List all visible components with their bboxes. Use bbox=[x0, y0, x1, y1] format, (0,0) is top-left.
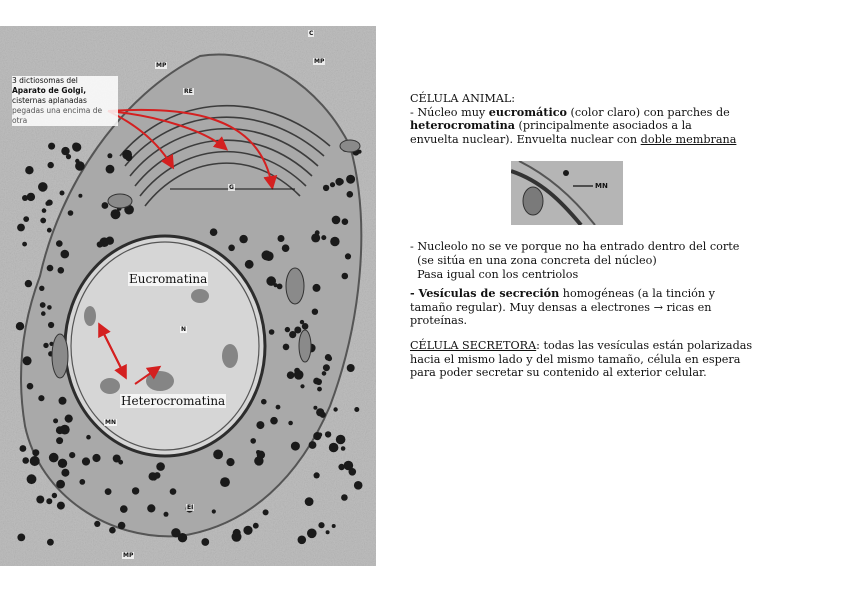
vesicle bbox=[313, 284, 321, 292]
vesicle bbox=[25, 280, 32, 287]
golgi-note-line: cisternas aplanadas bbox=[12, 96, 87, 105]
vesicle bbox=[305, 497, 314, 506]
notes-panel bbox=[410, 92, 755, 380]
vesicle bbox=[65, 415, 73, 423]
vesicle bbox=[220, 477, 230, 487]
term-celula-secretora: CÉLULA SECRETORA bbox=[410, 338, 537, 352]
vesicle bbox=[245, 260, 254, 269]
vesicle bbox=[347, 364, 355, 372]
vesicle bbox=[23, 356, 32, 365]
text-run: (principalmente asociados a la bbox=[514, 119, 692, 133]
vesicle bbox=[38, 182, 48, 192]
vesicle bbox=[60, 191, 65, 196]
vesicle bbox=[283, 344, 290, 351]
label-ei: EI bbox=[187, 504, 194, 511]
vesicle bbox=[287, 371, 295, 379]
text-run: Pasa igual con los centriolos bbox=[410, 267, 579, 281]
vesicle bbox=[48, 162, 54, 168]
text-run: : todas las vesículas están polarizadas bbox=[536, 338, 753, 352]
vesicle bbox=[57, 502, 65, 510]
vesicle bbox=[170, 488, 177, 495]
vesicle bbox=[72, 143, 81, 152]
vesicle bbox=[347, 191, 354, 198]
vesicle bbox=[147, 504, 155, 512]
vesicle bbox=[326, 530, 330, 534]
vesicle bbox=[125, 154, 132, 161]
nucleus bbox=[65, 236, 265, 456]
vesicle bbox=[341, 446, 346, 451]
label-c-top: C bbox=[309, 30, 314, 37]
vesicle bbox=[46, 498, 52, 504]
vesicle bbox=[332, 524, 336, 528]
vesicle bbox=[25, 166, 33, 174]
vesicle bbox=[243, 526, 252, 535]
text-run: (se sitúa en una zona concreta del núcleo) bbox=[410, 253, 657, 267]
vesicle bbox=[330, 237, 339, 246]
text-run: homogéneas (a la tinción y bbox=[559, 287, 715, 301]
vesicle bbox=[107, 153, 112, 158]
vesicle bbox=[59, 397, 67, 405]
vesicle bbox=[285, 327, 290, 332]
vesicle bbox=[56, 426, 64, 434]
vesicle bbox=[47, 228, 52, 233]
label-g: G bbox=[229, 184, 234, 191]
text-run: (color claro) con parches de bbox=[566, 105, 730, 119]
vesicle bbox=[300, 320, 304, 324]
label-n: N bbox=[181, 326, 187, 333]
vesicle bbox=[309, 441, 317, 449]
vesicle bbox=[274, 283, 278, 287]
vesicle bbox=[233, 529, 241, 537]
vesicle bbox=[226, 458, 234, 466]
vesicle bbox=[17, 534, 25, 542]
paragraph-celula-secretora bbox=[410, 339, 755, 380]
golgi-annotation bbox=[12, 76, 118, 126]
vesicle bbox=[61, 469, 69, 477]
vesicle bbox=[178, 533, 187, 542]
vesicle bbox=[212, 509, 216, 513]
vesicle bbox=[47, 539, 54, 546]
vesicle bbox=[56, 480, 65, 489]
vesicle bbox=[250, 438, 256, 444]
text-run: tamaño regular). Muy densas a electrones → ricas en bbox=[410, 300, 712, 314]
vesicle bbox=[78, 194, 82, 198]
vesicle bbox=[17, 224, 25, 232]
label-heterocromatina: Heterocromatina bbox=[121, 394, 226, 408]
vesicle bbox=[313, 432, 321, 440]
label-mp-bottom: MP bbox=[123, 552, 134, 559]
vesicle bbox=[86, 435, 91, 440]
vesicle bbox=[30, 456, 40, 466]
vesicle bbox=[342, 218, 349, 225]
text-run: - Nucleolo no se ve porque no ha entrado dentro del corte bbox=[410, 240, 740, 254]
vesicle bbox=[307, 529, 317, 539]
vesicle bbox=[69, 452, 75, 458]
vesicle bbox=[257, 451, 265, 459]
label-re: RE bbox=[184, 88, 193, 95]
thumbnail-drawing bbox=[511, 161, 623, 225]
thumbnail-label-mn: MN bbox=[595, 182, 608, 190]
vesicle bbox=[329, 443, 339, 453]
electron-micrograph bbox=[0, 26, 376, 566]
vesicle bbox=[66, 154, 71, 159]
membrane-detail-thumbnail bbox=[511, 161, 623, 225]
paragraph-vesiculas bbox=[410, 287, 755, 328]
vesicle bbox=[56, 437, 63, 444]
golgi-note-line: otra bbox=[12, 116, 28, 125]
vesicle bbox=[154, 472, 161, 479]
vesicle bbox=[16, 322, 24, 330]
vesicle bbox=[294, 370, 304, 380]
vesicle bbox=[322, 371, 327, 376]
vesicle bbox=[32, 449, 39, 456]
vesicle bbox=[312, 309, 318, 315]
vesicle bbox=[336, 435, 346, 445]
vesicle bbox=[323, 364, 330, 371]
vesicle bbox=[22, 457, 29, 464]
vesicle bbox=[335, 178, 343, 186]
vesicle bbox=[342, 273, 349, 280]
vesicle bbox=[354, 407, 359, 412]
vesicle bbox=[333, 407, 337, 411]
vesicle bbox=[102, 202, 109, 209]
vesicle bbox=[269, 329, 275, 335]
vesicle bbox=[79, 479, 85, 485]
vesicle bbox=[276, 405, 281, 410]
vesicle bbox=[327, 356, 332, 361]
term-eucromatico: eucromático bbox=[488, 104, 567, 119]
vesicle bbox=[332, 216, 341, 225]
vesicle bbox=[313, 406, 317, 410]
vesicle bbox=[311, 233, 320, 242]
term-vesiculas-secrecion: - Vesículas de secreción bbox=[410, 286, 560, 301]
vesicle bbox=[47, 305, 52, 310]
vesicle bbox=[120, 505, 128, 513]
vesicle bbox=[103, 241, 108, 246]
vesicle bbox=[82, 457, 90, 465]
vesicle bbox=[47, 265, 54, 272]
vesicle bbox=[49, 453, 59, 463]
vesicle bbox=[228, 245, 235, 252]
vesicle bbox=[316, 408, 324, 416]
vesicle bbox=[43, 343, 48, 348]
text-run: envuelta nuclear). Envuelta nuclear con bbox=[410, 132, 641, 146]
vesicle bbox=[261, 399, 267, 405]
vesicle bbox=[345, 253, 351, 259]
vesicle bbox=[263, 509, 269, 515]
vesicle bbox=[27, 474, 37, 484]
vesicle bbox=[313, 378, 320, 385]
golgi-note-line: pegadas una encima de bbox=[12, 106, 103, 115]
vesicle bbox=[282, 244, 290, 252]
vesicle bbox=[270, 417, 278, 425]
vesicle bbox=[289, 331, 296, 338]
vesicle bbox=[94, 521, 100, 527]
text-run: proteínas. bbox=[410, 314, 468, 328]
label-eucromatina: Eucromatina bbox=[129, 272, 208, 286]
vesicle bbox=[262, 250, 272, 260]
vesicle bbox=[314, 472, 320, 478]
vesicle bbox=[118, 522, 126, 530]
vesicle bbox=[330, 182, 335, 187]
text-run: para poder secretar su contenido al exterior celular. bbox=[410, 366, 707, 380]
vesicle bbox=[58, 267, 65, 274]
label-mp-top: MP bbox=[156, 62, 167, 69]
vesicle bbox=[39, 286, 44, 291]
vesicle bbox=[109, 527, 116, 534]
vesicle bbox=[42, 208, 47, 213]
vesicle bbox=[288, 421, 293, 426]
vesicle bbox=[201, 538, 209, 546]
vesicle bbox=[52, 493, 57, 498]
vesicle bbox=[48, 143, 55, 150]
vesicle bbox=[323, 185, 329, 191]
vesicle bbox=[239, 235, 247, 243]
vesicle bbox=[68, 210, 74, 216]
vesicle bbox=[318, 522, 324, 528]
vesicle bbox=[38, 395, 44, 401]
golgi-note-line: 3 dictiosomas del bbox=[12, 76, 78, 85]
vesicle bbox=[300, 384, 304, 388]
vesicle bbox=[317, 387, 322, 392]
vesicle bbox=[45, 201, 50, 206]
vesicle bbox=[256, 421, 264, 429]
label-mn: MN bbox=[105, 419, 116, 426]
vesicle bbox=[41, 311, 46, 316]
golgi-note-line: Aparato de Golgi, bbox=[12, 86, 87, 95]
vesicle bbox=[118, 460, 123, 465]
vesicle bbox=[97, 241, 103, 247]
vesicle bbox=[346, 175, 355, 184]
vesicle bbox=[321, 235, 326, 240]
vesicle bbox=[315, 230, 320, 235]
vesicle bbox=[36, 496, 44, 504]
vesicle bbox=[23, 216, 29, 222]
vesicle bbox=[53, 418, 58, 423]
vesicle bbox=[56, 240, 63, 247]
text-run: hacia el mismo lado y del mismo tamaño, célula en espera bbox=[410, 352, 741, 366]
vesicle bbox=[354, 481, 363, 490]
term-doble-membrana: doble membrana bbox=[640, 132, 737, 146]
vesicle bbox=[61, 250, 70, 259]
vesicle bbox=[210, 228, 218, 236]
paragraph-nucleolo bbox=[410, 240, 755, 281]
vesicle bbox=[20, 445, 27, 452]
vesicle bbox=[27, 193, 35, 201]
paragraph-nucleus bbox=[410, 106, 755, 147]
vesicle bbox=[27, 383, 34, 390]
text-run: - Núcleo muy bbox=[410, 105, 489, 119]
vesicle bbox=[22, 242, 27, 247]
vesicle bbox=[325, 431, 331, 437]
vesicle bbox=[75, 159, 79, 163]
label-mp-right: MP bbox=[314, 58, 325, 65]
vesicle bbox=[253, 523, 259, 529]
vesicle bbox=[298, 536, 307, 545]
vesicle bbox=[106, 165, 115, 174]
vesicle bbox=[22, 195, 28, 201]
vesicle bbox=[341, 494, 348, 501]
vesicle bbox=[277, 284, 283, 290]
vesicle bbox=[213, 450, 223, 460]
term-heterocromatina: heterocromatina bbox=[410, 118, 515, 133]
vesicle bbox=[40, 302, 46, 308]
vesicle bbox=[278, 235, 285, 242]
vesicle bbox=[164, 512, 169, 517]
vesicle bbox=[132, 487, 139, 494]
vesicle bbox=[291, 442, 300, 451]
vesicle bbox=[48, 322, 54, 328]
vesicle bbox=[105, 488, 112, 495]
vesicle bbox=[92, 454, 100, 462]
vesicle bbox=[40, 218, 46, 224]
vesicle bbox=[58, 459, 67, 468]
vesicle bbox=[344, 461, 354, 471]
notes-title: CÉLULA ANIMAL: bbox=[410, 92, 516, 105]
vesicle bbox=[156, 462, 165, 471]
